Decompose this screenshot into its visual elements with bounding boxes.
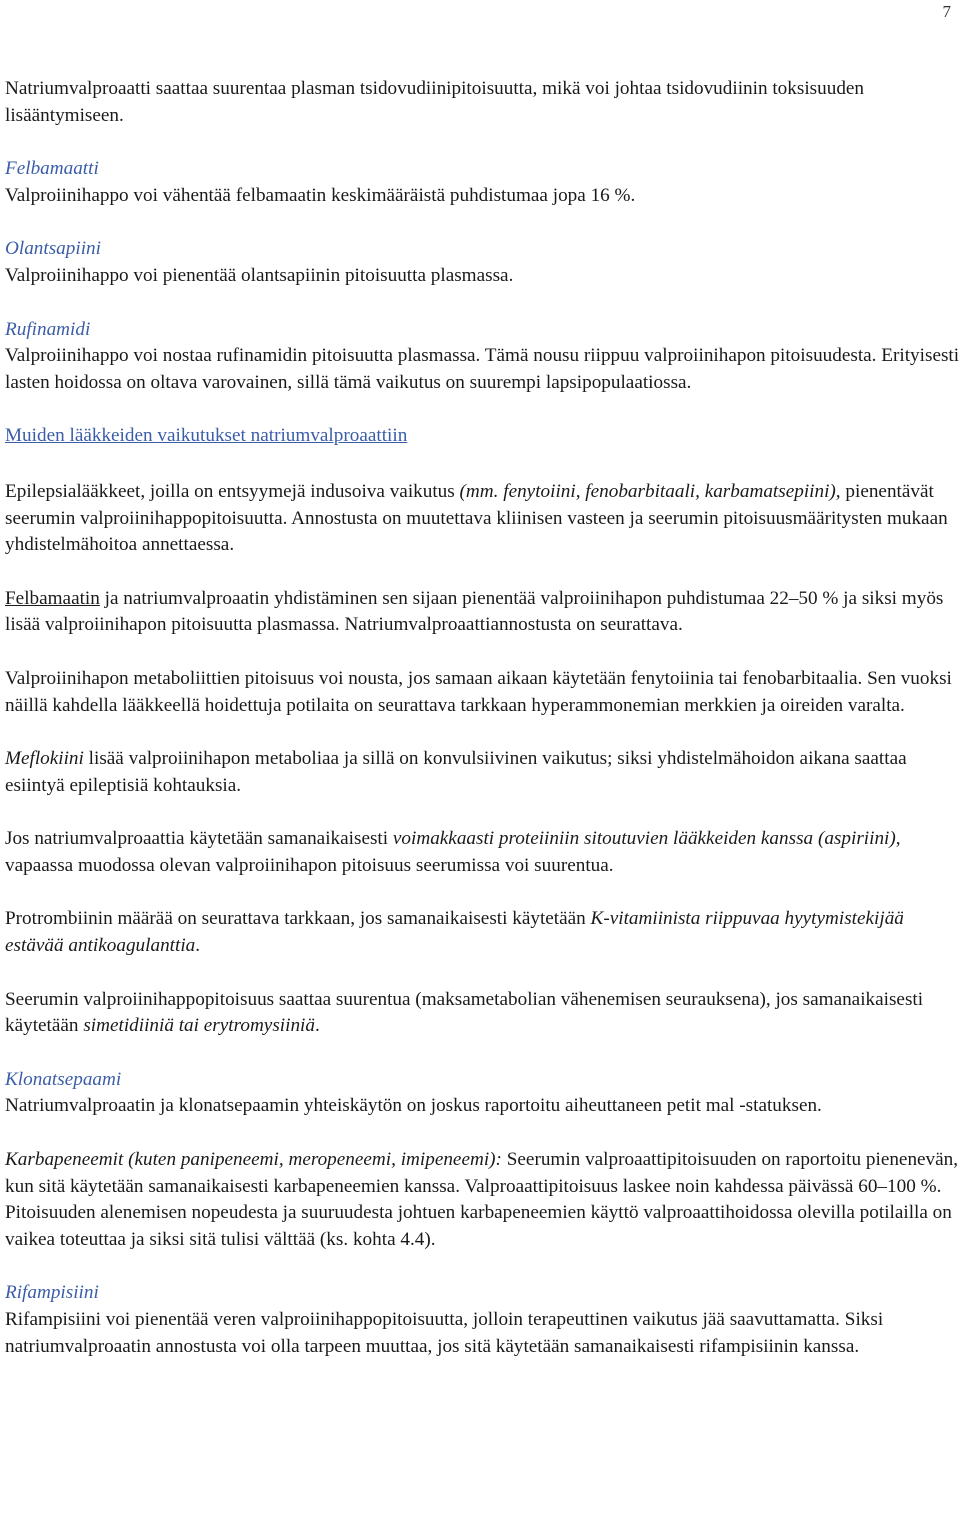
aspirin-text-2: , vapaassa muodossa olevan valproiinihapon pitoisuus seerumissa voi suurentua. xyxy=(5,828,901,876)
aspirin-paragraph xyxy=(5,826,960,879)
meflokiini-term: Meflokiini xyxy=(5,748,84,770)
enzyme-inducers-paragraph xyxy=(5,479,960,559)
rufinamidi-section xyxy=(5,317,960,397)
seerumin-text-2: . xyxy=(314,1015,320,1037)
protrombiini-term: K-vitamiinista riippuvaa hyytymistekijää estävää antikoagulanttia xyxy=(5,908,904,957)
aspirin-term: voimakkaasti proteiiniin sitoutuvien lääkkeiden kanssa (aspiriini) xyxy=(392,828,896,850)
rifampisiini-section xyxy=(5,1280,960,1360)
enzyme-inducers-text: Epilepsialääkkeet, joilla on entsyymejä indusoiva vaikutus xyxy=(5,480,455,502)
felbamaatti-section xyxy=(5,156,960,209)
meflokiini-paragraph xyxy=(5,746,960,799)
karbapeneemit-paragraph xyxy=(5,1147,960,1253)
protrombiini-paragraph xyxy=(5,906,960,959)
seerumin-paragraph xyxy=(5,987,960,1040)
klonatsepaami-heading: Klonatsepaami xyxy=(5,1068,122,1090)
rufinamidi-heading: Rufinamidi xyxy=(5,318,91,340)
karbapeneemit-term: Karbapeneemit (kuten panipeneemi, meropeneemi, imipeneemi): xyxy=(5,1149,502,1171)
klonatsepaami-section xyxy=(5,1067,960,1120)
enzyme-inducers-examples: (mm. fenytoiini, fenobarbitaali, karbamatsepiini), xyxy=(459,480,841,502)
aspirin-text: Jos natriumvalproaattia käytetään samanaikaisesti xyxy=(5,828,393,850)
felbamaatin-paragraph xyxy=(5,586,960,639)
document-body xyxy=(5,76,960,1360)
rifampisiini-text: Rifampisiini voi pienentää veren valproiinihappopitoisuutta, jolloin terapeuttinen vaikutus jää saavuttamatta. Siksi natriumvalproaatin annostusta voi olla tarpeen muuttaa, jos sitä käytetään samanaikaisesti rifampisiinin kanssa. xyxy=(5,1309,884,1357)
olantsapiini-section xyxy=(5,236,960,289)
karbapeneemit-text: Seerumin valproaattipitoisuuden on raportoitu pienenevän, kun sitä käytetään samanaikaisesti karbapeneemien kanssa. Valproaattipitoisuus laskee noin kahdessa päivässä 60–100 %. Pitoisuuden alenemisen nopeudesta ja suuruudesta johtuen karbapeneemien käyttö valproaattihoidossa olevilla potilailla on vaikea toteuttaa ja siksi sitä tulisi välttää (ks. kohta 4.4). xyxy=(5,1149,959,1250)
page-number: 7 xyxy=(942,2,951,21)
seerumin-term: simetidiiniä tai erytromysiiniä xyxy=(83,1015,315,1037)
felbamaatin-term: Felbamaatin xyxy=(5,587,100,609)
felbamaatin-text: ja natriumvalproaatin yhdistäminen sen sijaan pienentää valproiinihapon puhdistumaa 22–50 % ja siksi myös lisää valproiinihapon pitoisuutta plasmassa. Natriumvalproaattiannostusta on seurattava. xyxy=(5,587,944,636)
metabolites-paragraph: Valproiinihapon metaboliittien pitoisuus voi nousta, jos samaan aikaan käytetään fenytoiinia tai fenobarbitaalia. Sen vuoksi näillä kahdella lääkkeellä hoidettuja potilaita on seurattava tarkkaan hyperammonemian merkkien ja oireiden varalta. xyxy=(5,667,952,716)
rufinamidi-text: Valproiinihappo voi nostaa rufinamidin pitoisuutta plasmassa. Tämä nousu riippuu valproiinihapon pitoisuudesta. Erityisesti lasten hoidossa on oltava varovainen, sillä tämä vaikutus on suurempi lapsipopulaatiossa. xyxy=(5,345,960,393)
protrombiini-text-2: . xyxy=(195,935,201,957)
rifampisiini-heading: Rifampisiini xyxy=(5,1282,99,1304)
section-heading: Muiden lääkkeiden vaikutukset natriumvalproaattiin xyxy=(5,425,408,447)
meflokiini-text: lisää valproiinihapon metaboliaa ja sillä on konvulsiivinen vaikutus; siksi yhdistelmähoidon aikana saattaa esiintyä epileptisiä kohtauksia. xyxy=(5,748,907,796)
olantsapiini-text: Valproiinihappo voi pienentää olantsapiinin pitoisuutta plasmassa. xyxy=(5,264,514,286)
olantsapiini-heading: Olantsapiini xyxy=(5,238,101,260)
protrombiini-text: Protrombiinin määrää on seurattava tarkkaan, jos samanaikaisesti käytetään xyxy=(5,908,591,930)
klonatsepaami-text: Natriumvalproaatin ja klonatsepaamin yhteiskäytön on joskus raportoitu aiheuttaneen petit mal -statuksen. xyxy=(5,1095,822,1117)
felbamaatti-heading: Felbamaatti xyxy=(5,158,99,180)
enzyme-inducers-text-2: pienentävät seerumin valproiinihappopitoisuutta. Annostusta on muutettava kliinisen vasteen ja seerumin pitoisuusmääritysten mukaan yhdistelmähoitoa annettaessa. xyxy=(5,480,948,556)
felbamaatti-text: Valproiinihappo voi vähentää felbamaatin keskimääräistä puhdistumaa jopa 16 %. xyxy=(5,184,636,206)
seerumin-text: Seerumin valproiinihappopitoisuus saattaa suurentua (maksametabolian vähenemisen seurauksena), jos samanaikaisesti käytetään xyxy=(5,988,924,1037)
zidovudine-paragraph: Natriumvalproaatti saattaa suurentaa plasman tsidovudiinipitoisuutta, mikä voi johtaa tsidovudiinin toksisuuden lisääntymiseen. xyxy=(5,78,865,126)
